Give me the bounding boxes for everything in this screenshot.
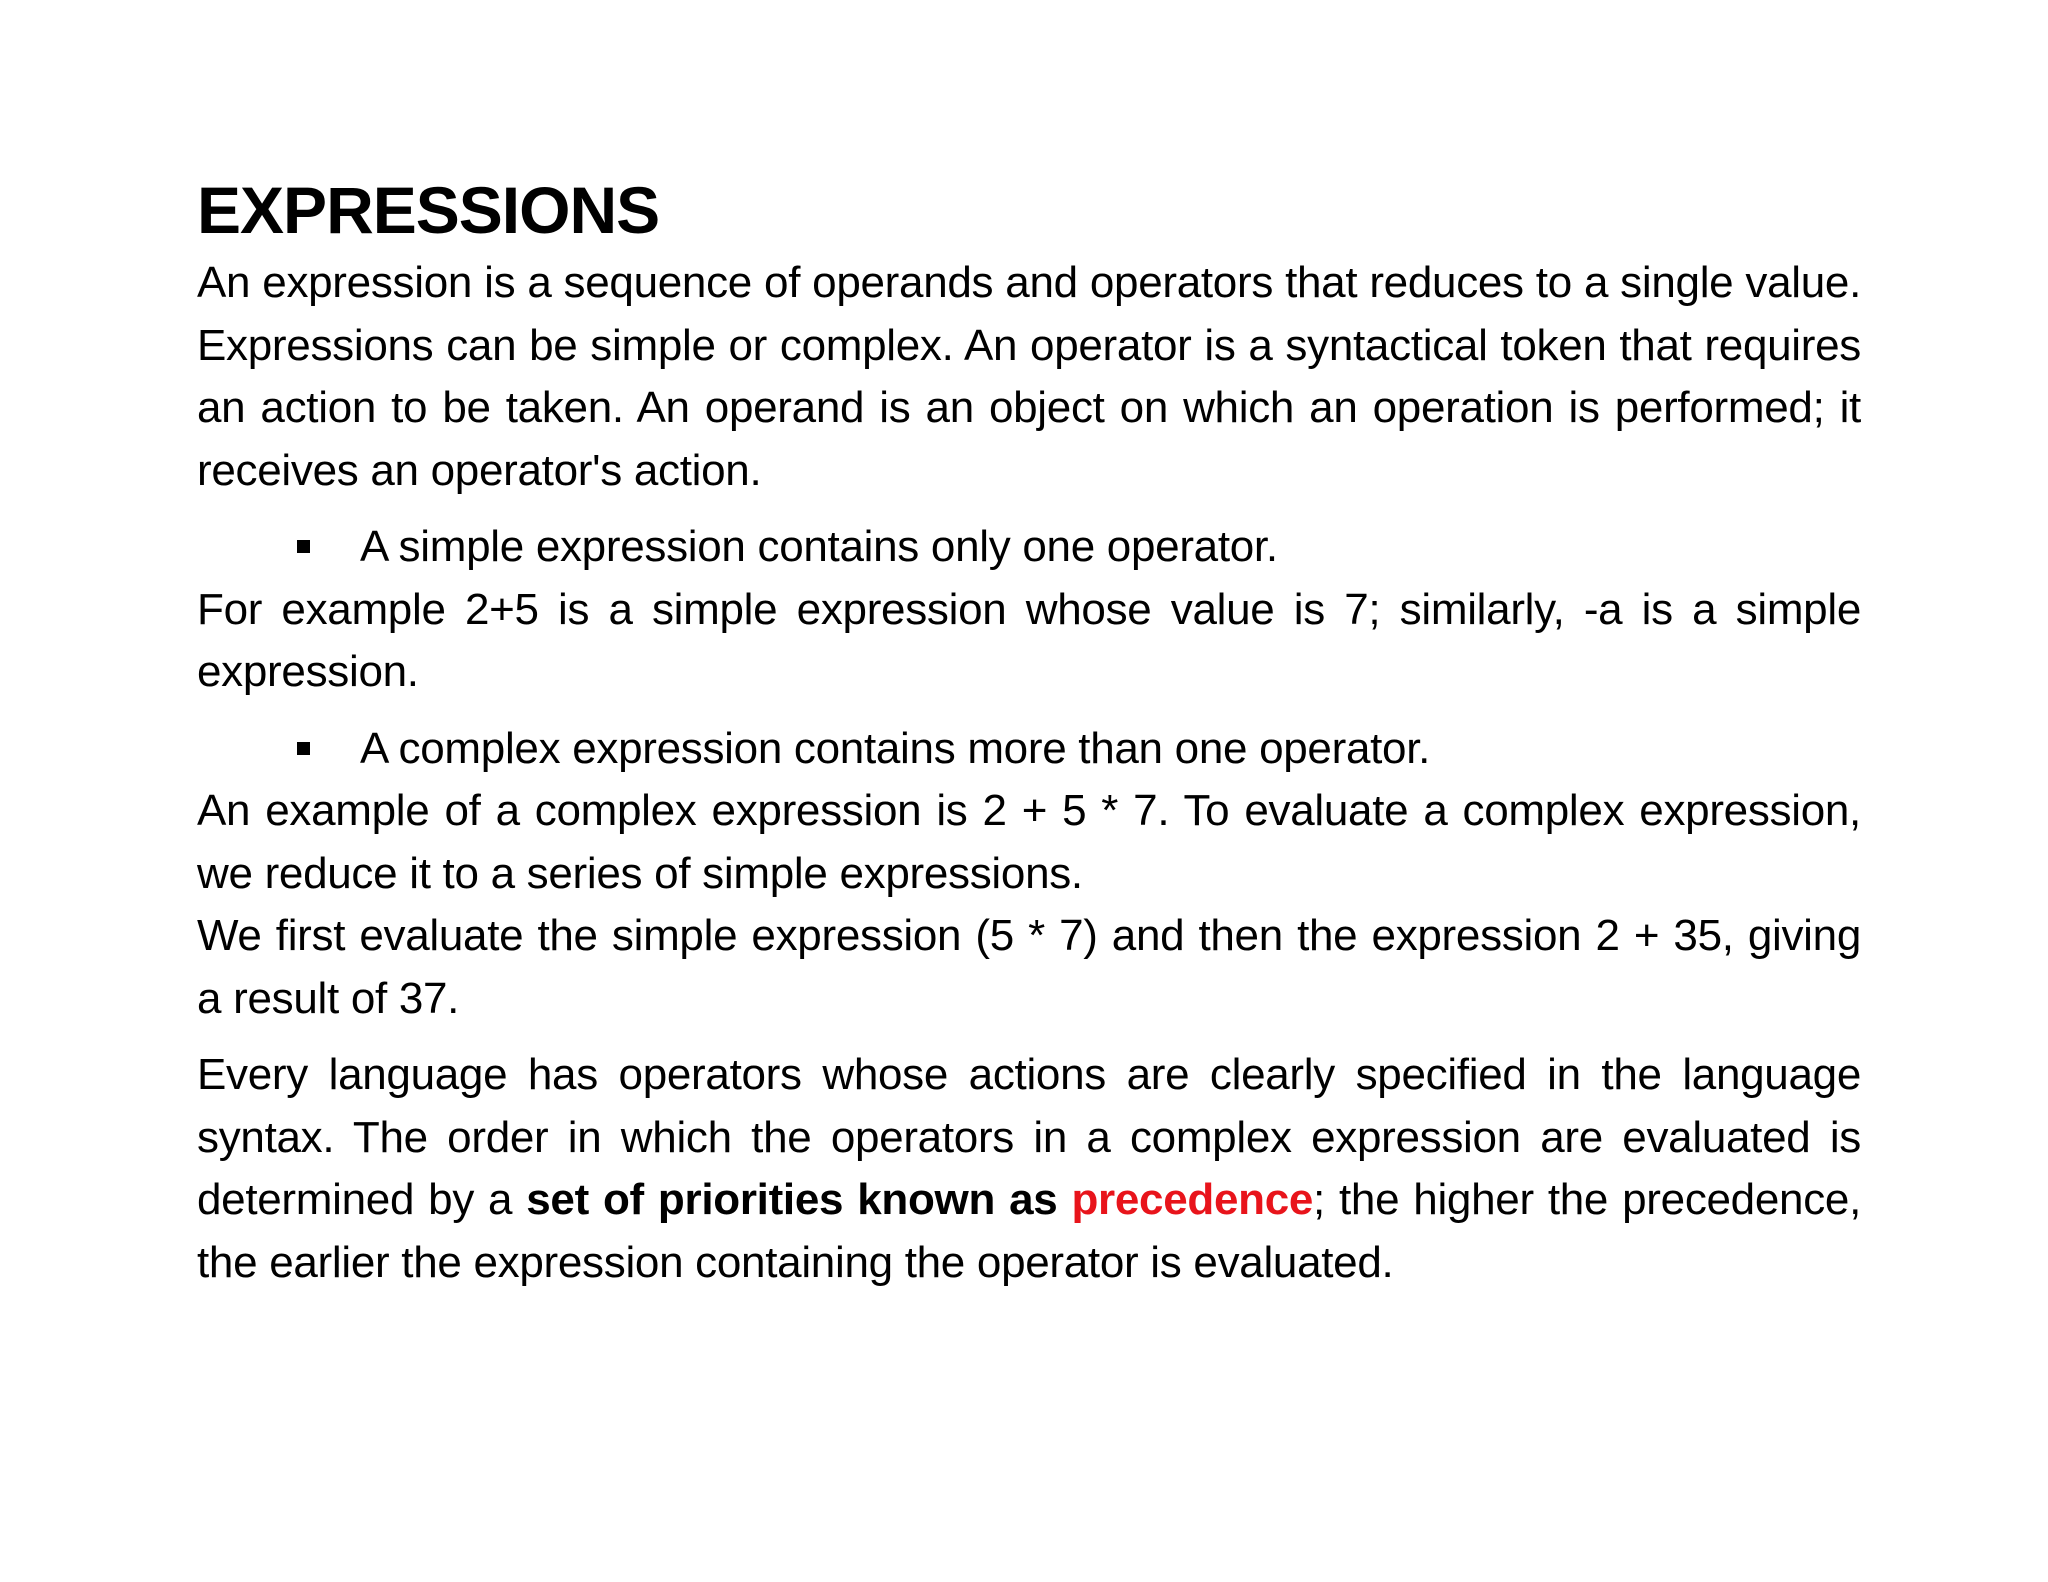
precedence-paragraph [197, 1044, 1861, 1294]
complex-example-paragraph: An example of a complex expression is 2 + 5 * 7. To evaluate a complex expression, we reduce it to a series of simple expressions. [197, 786, 1861, 898]
bullet-simple-expression [197, 516, 1861, 579]
precedence-text-part2: ; the higher the precedence, the earlier the expression containing the operator is evaluated. [197, 1175, 1861, 1287]
intro-paragraph: An expression is a sequence of operands and operators that reduces to a single value. Expressions can be simple or complex. An operator is a syntactical token that requires an action to be taken. An operand is an object on which an operation is performed; it receives an operator's action. [197, 258, 1861, 495]
precedence-bold-phrase: set of priorities known as [526, 1175, 1072, 1224]
bullet-complex-expression [197, 718, 1861, 781]
square-bullet-icon [297, 540, 310, 553]
bullet-complex-text: A complex expression contains more than one operator. [360, 723, 1431, 773]
slide-title: EXPRESSIONS [197, 173, 660, 247]
simple-example-paragraph: For example 2+5 is a simple expression whose value is 7; similarly, -a is a simple expression. [197, 584, 1861, 696]
square-bullet-icon [297, 742, 310, 755]
precedence-text-part1: Every language has operators whose actions are clearly specified in the language syntax. The order in which the operators in a complex expression are evaluated is determined by a [197, 1050, 1861, 1224]
precedence-highlight-word: precedence [1071, 1175, 1314, 1224]
bullet-simple-text: A simple expression contains only one operator. [360, 522, 1278, 571]
complex-evaluation-paragraph: We first evaluate the simple expression (5 * 7) and then the expression 2 + 35, giving a result of 37. [197, 911, 1861, 1023]
slide-content [197, 170, 1861, 1294]
